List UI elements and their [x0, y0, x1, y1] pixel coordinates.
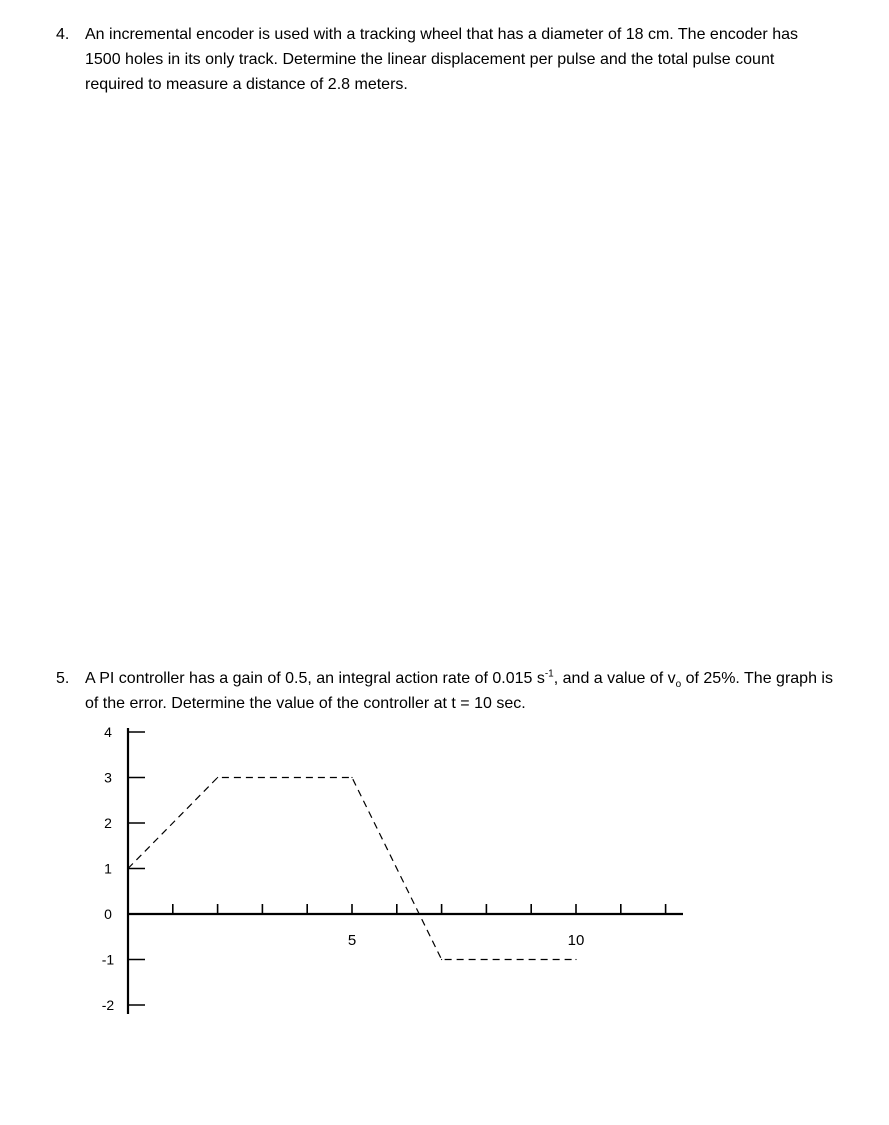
- x-tick-label: 5: [347, 932, 357, 949]
- problem-text-part: of 25%. The graph is of the error. Determine the value of the controller at t = 10 sec.: [85, 670, 833, 712]
- problem-text: An incremental encoder is used with a tracking wheel that has a diameter of 18 cm. The encoder has 1500 holes in its only track. Determine the linear displacement per pulse and the total pulse count required to measure a distance of 2.8 meters.: [85, 26, 798, 93]
- problem-text-part: A PI controller has a gain of 0.5, an integral action rate of 0.015 s: [85, 670, 545, 687]
- v-subscript: o: [675, 679, 682, 691]
- y-tick-label: 2: [104, 815, 112, 831]
- problem-number: 4.: [56, 26, 70, 43]
- y-tick-label: 3: [104, 769, 112, 786]
- rate-exponent: -1: [544, 668, 554, 680]
- y-tick-label: -2: [101, 997, 115, 1013]
- error-data-point: [127, 868, 128, 869]
- error-data-point: [217, 777, 218, 778]
- error-data-point: [351, 777, 352, 778]
- error-data-point: [441, 959, 442, 960]
- problem-number: 5.: [56, 670, 70, 687]
- y-tick-label: -1: [101, 951, 115, 968]
- error-data-point: [575, 959, 576, 960]
- y-tick-label: 1: [104, 860, 112, 877]
- problem-text-part: , and a value of v: [553, 670, 676, 687]
- y-tick-label: 0: [104, 906, 112, 922]
- y-tick-label: 4: [104, 724, 112, 740]
- x-tick-label: 10: [567, 932, 585, 949]
